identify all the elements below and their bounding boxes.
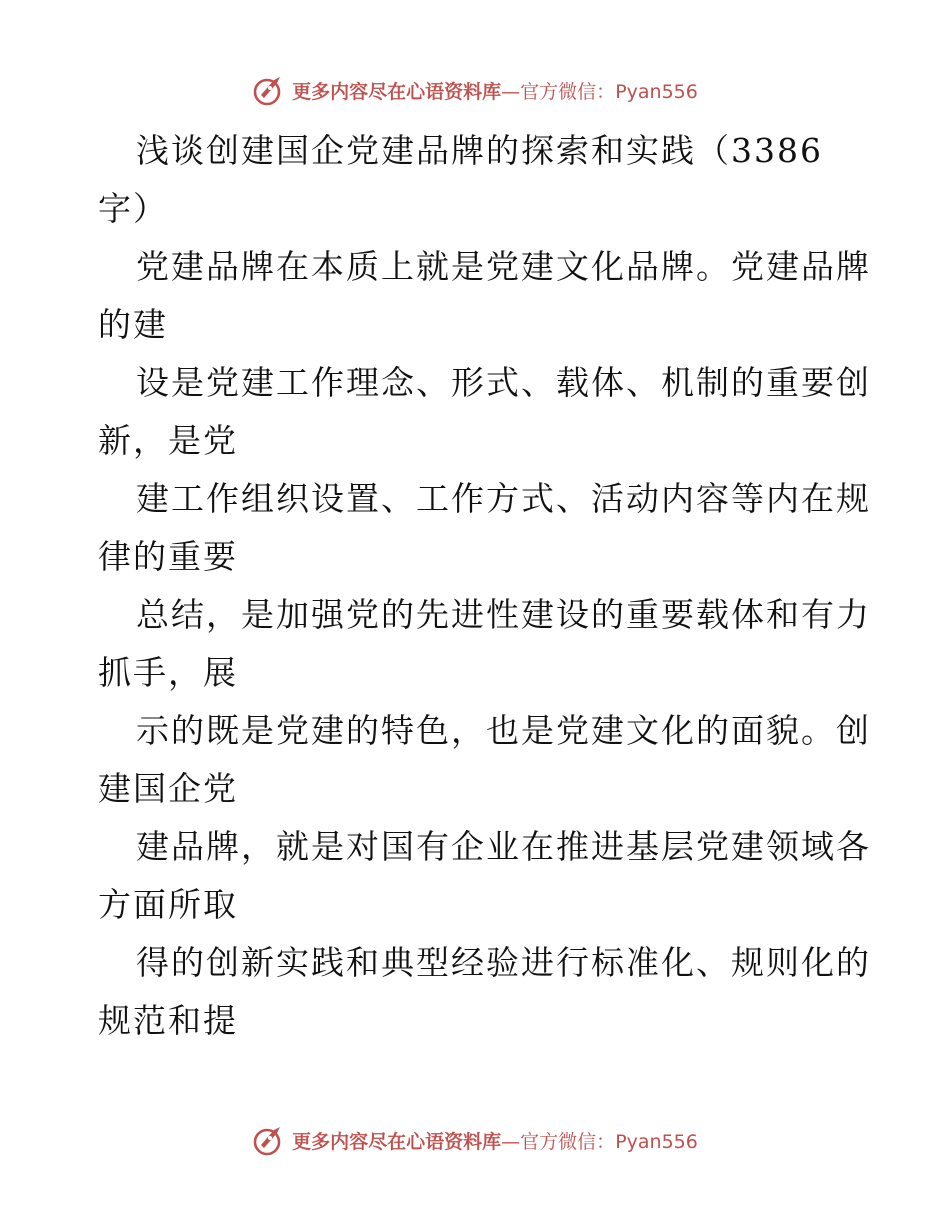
paragraph-line: 党建品牌在本质上就是党建文化品牌。党建品牌 <box>136 247 871 286</box>
watermark-dash: — <box>501 1130 521 1153</box>
paragraph-title <box>98 122 858 238</box>
paragraph-line: 得的创新实践和典型经验进行标准化、规则化的 <box>136 943 871 982</box>
watermark-account: Pyan556 <box>615 80 698 103</box>
paragraph-line: 规范和提 <box>98 1001 238 1040</box>
paragraph <box>98 818 871 934</box>
paragraph-line: 的建 <box>98 305 168 344</box>
watermark-label: 官方微信： <box>520 1130 616 1153</box>
watermark-text <box>292 1127 698 1154</box>
paragraph-line: 设是党建工作理念、形式、载体、机制的重要创 <box>136 363 871 402</box>
paragraph-line: 建工作组织设置、工作方式、活动内容等内在规 <box>136 479 871 518</box>
paragraph-line: 字） <box>98 189 168 228</box>
paragraph <box>98 470 871 586</box>
watermark-label: 官方微信： <box>520 80 616 103</box>
paragraph <box>98 702 871 818</box>
paragraph <box>98 238 871 354</box>
paragraph-line: 新，是党 <box>98 421 238 460</box>
paragraph <box>98 354 871 470</box>
watermark-brand: 更多内容尽在心语资料库 <box>292 80 502 103</box>
watermark-text <box>292 77 698 104</box>
paragraph-line: 示的既是党建的特色，也是党建文化的面貌。创 <box>136 711 871 750</box>
paragraph-line: 抓手，展 <box>98 653 238 692</box>
paragraph-line: 建国企党 <box>98 769 238 808</box>
paragraph-line: 总结，是加强党的先进性建设的重要载体和有力 <box>136 595 871 634</box>
watermark-dash: — <box>501 80 521 103</box>
paragraph <box>98 934 871 1050</box>
paragraph-line: 浅谈创建国企党建品牌的探索和实践（3386 <box>136 131 823 170</box>
footer-watermark <box>0 1120 950 1160</box>
pen-nib-circle-icon <box>252 73 286 107</box>
paragraph <box>98 586 871 702</box>
paragraph-line: 律的重要 <box>98 537 238 576</box>
header-watermark <box>0 70 950 110</box>
paragraph-line: 方面所取 <box>98 885 238 924</box>
watermark-brand: 更多内容尽在心语资料库 <box>292 1130 502 1153</box>
watermark-account: Pyan556 <box>615 1130 698 1153</box>
paragraph-line: 建品牌，就是对国有企业在推进基层党建领域各 <box>136 827 871 866</box>
pen-nib-circle-icon <box>252 1123 286 1157</box>
document-body <box>98 122 871 1050</box>
